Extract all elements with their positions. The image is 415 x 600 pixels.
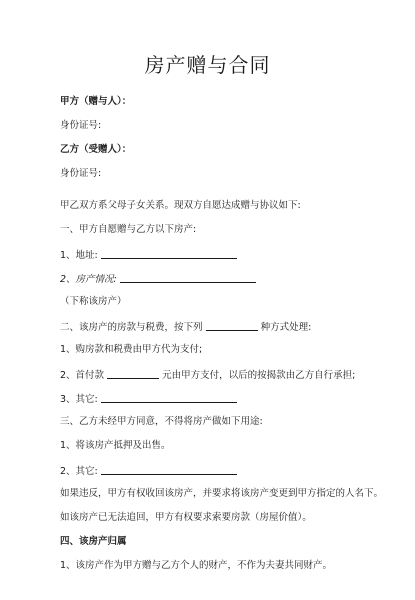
restriction-other-blank <box>101 464 237 475</box>
property-condition-label: 2、房产情况: <box>60 274 117 285</box>
property-alias: （下称该房产） <box>60 296 127 307</box>
address-blank <box>101 248 237 259</box>
property-condition-blank <box>120 272 256 283</box>
down-payment-blank <box>107 368 159 379</box>
party-a-label: 甲方（赠与人）： <box>60 96 132 107</box>
payment-method-blank <box>206 320 258 331</box>
down-payment-text: 元由甲方支付，以后的按揭款由乙方自行承担; <box>162 370 356 381</box>
payment-other-blank <box>101 392 237 403</box>
section-2-text-b: 种方式处理: <box>260 322 312 333</box>
recovery-clause: 如该房产已无法追回，甲方有权要求索要房款（房屋价值）。 <box>60 512 312 523</box>
restriction-1: 1、将该房产抵押及出售。 <box>60 440 171 451</box>
restriction-2 <box>60 464 237 478</box>
address-label: 1、地址: <box>60 250 98 261</box>
relationship-statement: 甲乙双方系父母子女关系。现双方自愿达成赠与协议如下: <box>60 200 301 211</box>
property-condition-line <box>60 272 256 286</box>
payment-other-label: 3、其它: <box>60 394 98 405</box>
section-1-heading: 一、甲方自愿赠与乙方以下房产: <box>60 224 197 235</box>
address-line <box>60 248 237 262</box>
payment-option-3 <box>60 392 237 406</box>
section-4-heading: 四、该房产归属 <box>60 536 127 547</box>
payment-option-1: 1、购房款和税费由甲方代为支付; <box>60 344 203 355</box>
section-3-heading: 三、乙方未经甲方同意，不得将房产做如下用途: <box>60 416 263 427</box>
restriction-other-label: 2、其它: <box>60 466 98 477</box>
party-b-label: 乙方（受赠人）： <box>60 144 132 155</box>
payment-option-2 <box>60 368 355 382</box>
section-2-heading <box>60 320 311 334</box>
ownership-clause: 1、该房产作为甲方赠与乙方个人的财产，不作为夫妻共同财产。 <box>60 560 333 571</box>
party-a-id-label: 身份证号: <box>60 120 102 131</box>
section-2-text-a: 二、该房产的房款与税费，按下列 <box>60 322 203 333</box>
document-title: 房产赠与合同 <box>144 53 271 77</box>
party-b-id-label: 身份证号: <box>60 168 102 179</box>
violation-clause: 如果违反，甲方有权收回该房产，并要求将该房产变更到甲方指定的人名下。 <box>60 488 384 499</box>
down-payment-label: 2、首付款 <box>60 370 105 381</box>
